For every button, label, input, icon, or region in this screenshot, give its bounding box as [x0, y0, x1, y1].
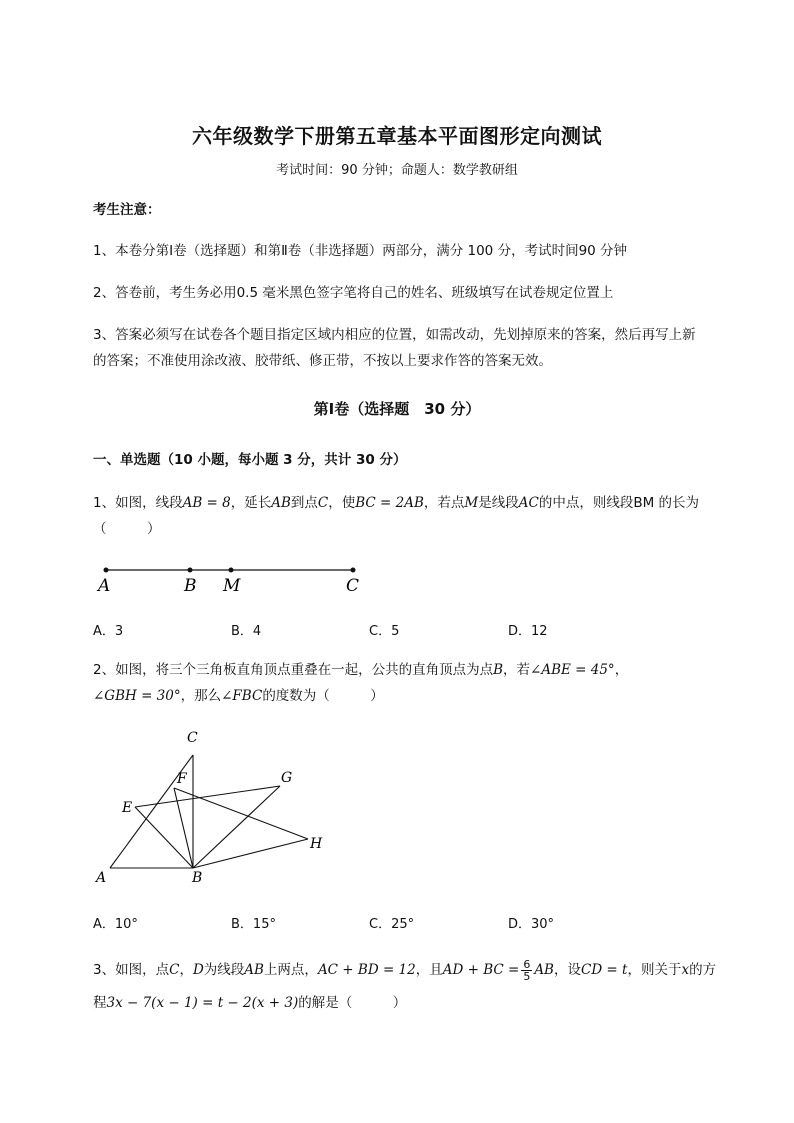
q3-math: x [681, 962, 690, 978]
q3-text: 的方 [689, 962, 717, 978]
fraction-denominator: 5 [523, 969, 531, 983]
label-h: H [310, 836, 323, 852]
q1-option-c[interactable]: C．5 [369, 624, 400, 639]
q1-math: M [464, 495, 479, 511]
exam-info: 考试时间：90 分钟；命题人：数学教研组 [276, 163, 518, 178]
q2-text: 的度数为（ ） [262, 688, 384, 704]
q1-math: AC [518, 495, 539, 511]
q3-math: AD + BC = [442, 962, 520, 978]
q1-text: 1、如图，线段 [93, 495, 183, 511]
label-e: E [122, 800, 133, 816]
label-m: M [223, 576, 241, 596]
notice-item-3-cont: 的答案；不准使用涂改液、胶带纸、修正带，不按以上要求作答的答案无效。 [93, 353, 552, 369]
q3-math: D [192, 962, 204, 978]
q3-text: ，且 [415, 962, 443, 978]
q2-option-d[interactable]: D．30° [508, 917, 555, 932]
q3-equation: 3x − 7(x − 1) = t − 2(x + 3) [106, 995, 299, 1011]
q3-text: ，则关于 [627, 962, 682, 978]
line-eg [135, 786, 280, 807]
question-2-stem [93, 657, 753, 683]
question-1-stem [93, 490, 753, 516]
question-3-stem-cont [93, 990, 753, 1016]
q2-text: ，若 [503, 662, 531, 678]
q1-math: AB [271, 495, 291, 511]
q1-text: ，使 [328, 495, 356, 511]
fraction [521, 959, 532, 982]
q1-math: AB = 8 [182, 495, 231, 511]
q3-text: ，设 [553, 962, 581, 978]
q1-text: ，延长 [230, 495, 272, 511]
point-b [188, 568, 193, 573]
q2-math: ∠ABE = 45° [530, 662, 615, 678]
q3-text: 程 [93, 995, 107, 1011]
q3-math: AC + BD = 12 [317, 962, 416, 978]
q2-math: B [493, 662, 504, 678]
notice-item-2: 2、答卷前，考生务必用0.5 毫米黑色签字笔将自己的姓名、班级填写在试卷规定位置上 [93, 285, 614, 301]
label-a: A [96, 870, 107, 886]
part-heading: 一、单选题（10 小题，每小题 3 分，共计 30 分） [93, 452, 407, 468]
notice-item-3: 3、答案必须写在试卷各个题目指定区域内相应的位置，如需改动，先划掉原来的答案，然后再写上新 [93, 327, 696, 343]
q1-option-b[interactable]: B．4 [231, 624, 262, 639]
q1-text: ，若点 [423, 495, 465, 511]
q2-math: ∠GBH = 30° [93, 688, 181, 704]
point-c [351, 568, 356, 573]
q2-option-c[interactable]: C．25° [369, 917, 415, 932]
q3-math: C [169, 962, 180, 978]
line-bg [193, 786, 280, 868]
q3-text: 的解是（ ） [298, 995, 407, 1011]
q2-triangle-figure [90, 725, 340, 890]
label-f: F [177, 771, 187, 787]
label-c: C [346, 576, 360, 596]
q3-text: 3、如图，点 [93, 962, 170, 978]
notice-item-1: 1、本卷分第Ⅰ卷（选择题）和第Ⅱ卷（非选择题）两部分，满分 100 分，考试时间90 分钟 [93, 243, 628, 259]
q1-option-a[interactable]: A．3 [93, 624, 124, 639]
q2-option-b[interactable]: B．15° [231, 917, 276, 932]
q3-math: AB [244, 962, 264, 978]
q1-text: 到点 [290, 495, 318, 511]
point-m [229, 568, 234, 573]
q1-math: BC = 2AB [355, 495, 424, 511]
label-a: A [98, 576, 111, 596]
label-c: C [187, 730, 198, 746]
q1-option-d[interactable]: D．12 [508, 624, 548, 639]
label-b: B [184, 576, 197, 596]
q2-text: ，那么 [180, 688, 222, 704]
q3-math: AB [534, 962, 554, 978]
q1-math: C [317, 495, 329, 511]
q3-text: 为线段 [203, 962, 245, 978]
q2-text: ， [614, 662, 629, 678]
point-a [104, 568, 109, 573]
fraction-numerator: 6 [523, 957, 531, 971]
line-fh [174, 788, 308, 839]
label-b: B [192, 870, 203, 886]
section-title: 第Ⅰ卷（选择题 30 分） [313, 400, 481, 418]
q2-text: 2、如图，将三个三角板直角顶点重叠在一起，公共的直角顶点为点 [93, 662, 494, 678]
notice-heading: 考生注意： [93, 202, 161, 218]
q1-text: 是线段 [478, 495, 519, 511]
line-be [135, 807, 193, 868]
q2-math: ∠FBC [221, 688, 263, 704]
q3-text: ， [179, 962, 193, 978]
label-g: G [281, 770, 293, 786]
q1-text: 的中点，则线段BM 的长为 [538, 495, 700, 511]
q1-segment-figure [90, 560, 380, 600]
page-title: 六年级数学下册第五章基本平面图形定向测试 [192, 124, 602, 148]
q3-text: 上两点， [263, 962, 318, 978]
q3-math: CD = t [580, 962, 628, 978]
question-2-stem-cont [93, 683, 753, 709]
question-1-answer-blank: （ ） [93, 521, 161, 537]
line-bh [193, 839, 308, 868]
question-3-stem [93, 957, 753, 983]
q2-option-a[interactable]: A．10° [93, 917, 138, 932]
